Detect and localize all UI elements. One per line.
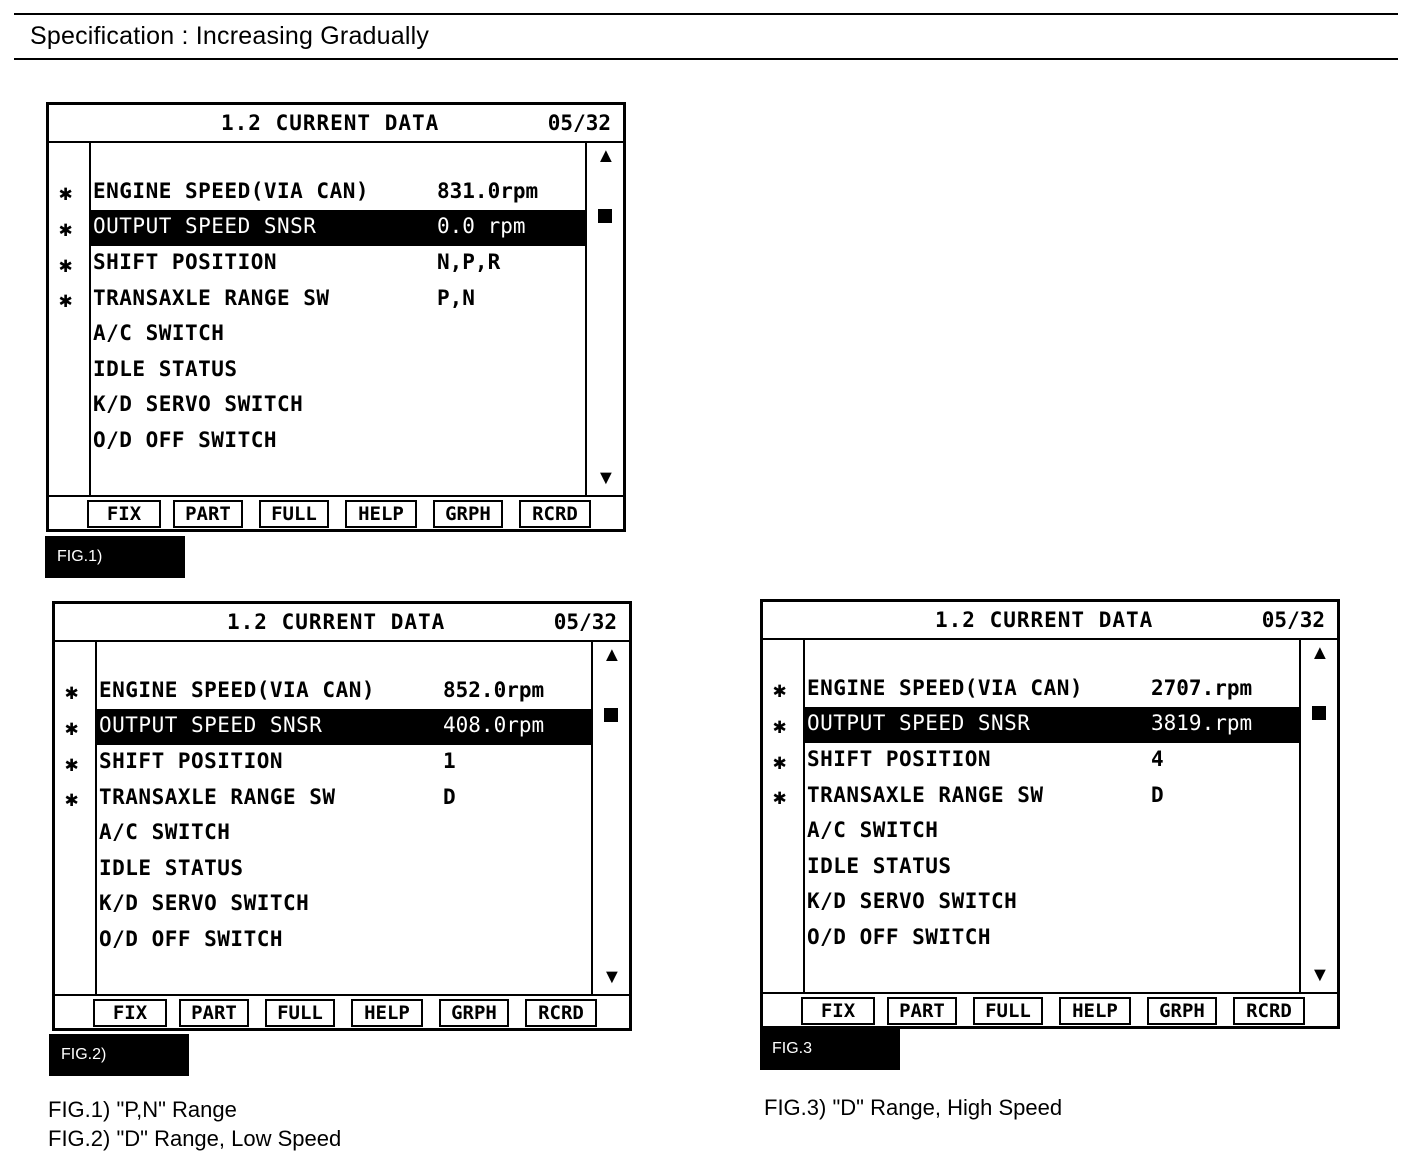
divider <box>763 992 1337 994</box>
row-label: TRANSAXLE RANGE SW <box>807 783 1044 807</box>
data-row-shift-position[interactable] <box>91 246 585 282</box>
row-label: A/C SWITCH <box>93 321 225 345</box>
scroll-up-icon[interactable]: ▲ <box>1310 642 1330 664</box>
rcrd-button[interactable]: RCRD <box>519 500 591 528</box>
scroll-up-icon[interactable]: ▲ <box>602 644 622 666</box>
divider <box>591 640 593 994</box>
row-label: IDLE STATUS <box>807 854 952 878</box>
row-value: D <box>443 785 456 809</box>
row-value: 3819.rpm <box>1151 711 1253 735</box>
screen-title: 1.2 CURRENT DATA <box>935 608 1154 632</box>
divider <box>1299 638 1301 992</box>
data-row-ac-switch[interactable] <box>97 816 591 852</box>
data-row-od-off[interactable] <box>805 921 1299 957</box>
data-row-output-speed[interactable] <box>97 709 591 745</box>
full-button[interactable]: FULL <box>265 999 335 1027</box>
divider <box>585 141 587 495</box>
divider <box>49 495 623 497</box>
data-row-engine-speed[interactable] <box>805 672 1299 708</box>
data-row-shift-position[interactable] <box>805 743 1299 779</box>
header-rule <box>14 58 1398 60</box>
help-button[interactable]: HELP <box>351 999 423 1027</box>
fix-button[interactable]: FIX <box>93 999 167 1027</box>
scanner-screen-1 <box>46 102 626 532</box>
row-value: N,P,R <box>437 250 501 274</box>
figure-tag: FIG.2) <box>49 1034 189 1076</box>
screen-header <box>763 602 1337 640</box>
data-row-ac-switch[interactable] <box>805 814 1299 850</box>
top-rule <box>14 13 1398 15</box>
row-value: 852.0rpm <box>443 678 545 702</box>
row-value: P,N <box>437 286 475 310</box>
row-label: OUTPUT SPEED SNSR <box>93 214 317 238</box>
row-label: O/D OFF SWITCH <box>99 927 284 951</box>
star-icon: ✱ <box>773 785 787 810</box>
row-label: OUTPUT SPEED SNSR <box>99 713 323 737</box>
rcrd-button[interactable]: RCRD <box>525 999 597 1027</box>
fix-button[interactable]: FIX <box>801 997 875 1025</box>
help-button[interactable]: HELP <box>345 500 417 528</box>
scanner-screen-2 <box>52 601 632 1031</box>
row-label: A/C SWITCH <box>807 818 939 842</box>
data-row-output-speed[interactable] <box>91 210 585 246</box>
star-icon: ✱ <box>65 716 79 741</box>
star-icon: ✱ <box>59 181 73 206</box>
fix-button[interactable]: FIX <box>87 500 161 528</box>
row-label: ENGINE SPEED(VIA CAN) <box>93 179 370 203</box>
caption-fig1: FIG.1) "P,N" Range <box>48 1097 237 1122</box>
row-value: 408.0rpm <box>443 713 545 737</box>
full-button[interactable]: FULL <box>973 997 1043 1025</box>
data-row-kd-servo[interactable] <box>91 388 585 424</box>
scroll-down-icon[interactable]: ▼ <box>602 966 622 988</box>
star-icon: ✱ <box>65 752 79 777</box>
scroll-thumb[interactable] <box>1312 706 1326 720</box>
data-row-kd-servo[interactable] <box>97 887 591 923</box>
star-icon: ✱ <box>65 787 79 812</box>
screen-title: 1.2 CURRENT DATA <box>227 610 446 634</box>
star-icon: ✱ <box>65 680 79 705</box>
rcrd-button[interactable]: RCRD <box>1233 997 1305 1025</box>
scroll-thumb[interactable] <box>598 209 612 223</box>
row-label: K/D SERVO SWITCH <box>807 889 1018 913</box>
row-label: TRANSAXLE RANGE SW <box>99 785 336 809</box>
page-counter: 05/32 <box>553 610 617 634</box>
part-button[interactable]: PART <box>179 999 249 1027</box>
data-row-output-speed[interactable] <box>805 707 1299 743</box>
row-label: OUTPUT SPEED SNSR <box>807 711 1031 735</box>
row-label: A/C SWITCH <box>99 820 231 844</box>
scanner-screen-3 <box>760 599 1340 1029</box>
row-value: 831.0rpm <box>437 179 539 203</box>
scroll-down-icon[interactable]: ▼ <box>596 467 616 489</box>
star-icon: ✱ <box>59 217 73 242</box>
row-label: ENGINE SPEED(VIA CAN) <box>99 678 376 702</box>
row-value: D <box>1151 783 1164 807</box>
row-label: TRANSAXLE RANGE SW <box>93 286 330 310</box>
scroll-up-icon[interactable]: ▲ <box>596 145 616 167</box>
page-counter: 05/32 <box>547 111 611 135</box>
row-label: SHIFT POSITION <box>99 749 284 773</box>
star-icon: ✱ <box>773 750 787 775</box>
data-row-engine-speed[interactable] <box>91 175 585 211</box>
help-button[interactable]: HELP <box>1059 997 1131 1025</box>
row-label: K/D SERVO SWITCH <box>99 891 310 915</box>
caption-fig2: FIG.2) "D" Range, Low Speed <box>48 1126 342 1151</box>
row-label: SHIFT POSITION <box>93 250 278 274</box>
row-label: SHIFT POSITION <box>807 747 992 771</box>
row-label: K/D SERVO SWITCH <box>93 392 304 416</box>
figure-tag: FIG.1) <box>45 536 185 578</box>
row-label: ENGINE SPEED(VIA CAN) <box>807 676 1084 700</box>
data-row-idle-status[interactable] <box>97 852 591 888</box>
data-row-od-off[interactable] <box>97 923 591 959</box>
screen-title: 1.2 CURRENT DATA <box>221 111 440 135</box>
data-row-transaxle-range[interactable] <box>805 779 1299 815</box>
data-row-kd-servo[interactable] <box>805 885 1299 921</box>
divider <box>55 994 629 996</box>
scroll-down-icon[interactable]: ▼ <box>1310 964 1330 986</box>
star-icon: ✱ <box>773 714 787 739</box>
row-value: 4 <box>1151 747 1164 771</box>
data-row-engine-speed[interactable] <box>97 674 591 710</box>
row-label: O/D OFF SWITCH <box>807 925 992 949</box>
part-button[interactable]: PART <box>173 500 243 528</box>
star-icon: ✱ <box>59 253 73 278</box>
data-row-transaxle-range[interactable] <box>91 282 585 318</box>
data-row-idle-status[interactable] <box>91 353 585 389</box>
scroll-thumb[interactable] <box>604 708 618 722</box>
data-row-ac-switch[interactable] <box>91 317 585 353</box>
specification-text: Specification : Increasing Gradually <box>30 22 430 50</box>
row-label: IDLE STATUS <box>93 357 238 381</box>
full-button[interactable]: FULL <box>259 500 329 528</box>
caption-fig3: FIG.3) "D" Range, High Speed <box>764 1095 1063 1120</box>
screen-header <box>55 604 629 642</box>
figure-tag: FIG.3 <box>760 1028 900 1070</box>
screen-header <box>49 105 623 143</box>
row-value: 1 <box>443 749 456 773</box>
star-icon: ✱ <box>59 288 73 313</box>
page-counter: 05/32 <box>1261 608 1325 632</box>
data-row-idle-status[interactable] <box>805 850 1299 886</box>
part-button[interactable]: PART <box>887 997 957 1025</box>
grph-button[interactable]: GRPH <box>1147 997 1217 1025</box>
data-row-shift-position[interactable] <box>97 745 591 781</box>
row-label: IDLE STATUS <box>99 856 244 880</box>
data-row-od-off[interactable] <box>91 424 585 460</box>
row-label: O/D OFF SWITCH <box>93 428 278 452</box>
grph-button[interactable]: GRPH <box>439 999 509 1027</box>
row-value: 0.0 rpm <box>437 214 526 238</box>
grph-button[interactable]: GRPH <box>433 500 503 528</box>
data-row-transaxle-range[interactable] <box>97 781 591 817</box>
row-value: 2707.rpm <box>1151 676 1253 700</box>
star-icon: ✱ <box>773 678 787 703</box>
